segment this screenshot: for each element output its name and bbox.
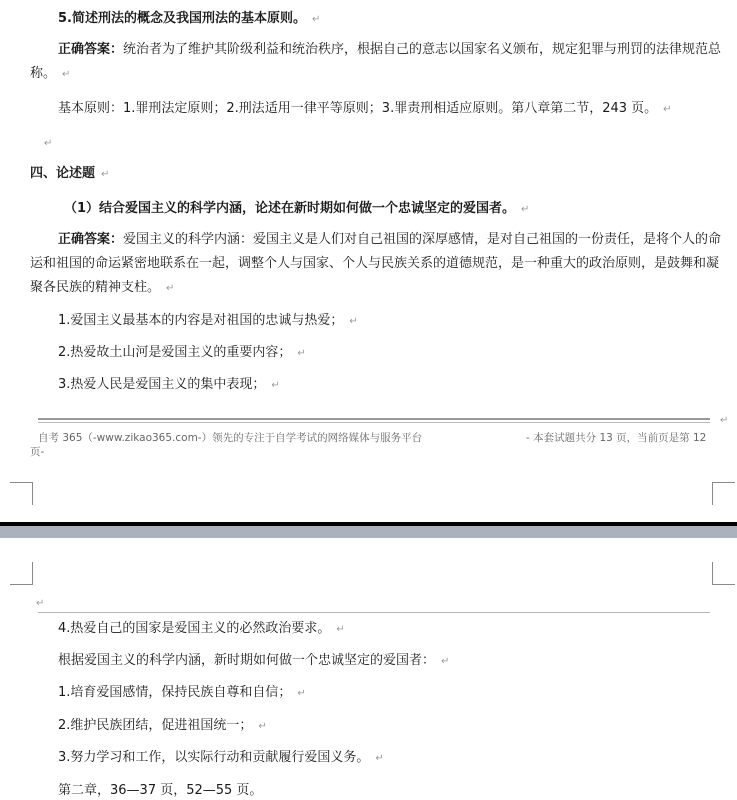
empty-paragraph: ↵ [44,138,53,149]
answer-item-3: 3.热爱人民是爱国主义的集中表现； ↵ [58,377,280,392]
answer-item-1: 1.爱国主义最基本的内容是对祖国的忠诚与热爱； ↵ [58,313,358,328]
footer-rule-thin [38,422,710,423]
essay-question-1-title: （1）结合爱国主义的科学内涵，论述在新时期如何做一个忠诚坚定的爱国者。 ↵ [64,201,530,216]
page-corner-mark [10,562,33,585]
page-corner-mark [712,482,735,505]
header-rule [38,612,710,613]
footer-rule-mark: ↵ [720,415,729,426]
section-heading-essay: 四、论述题 ↵ [30,166,110,181]
header-mark: ↵ [36,598,45,609]
answer-item-4: 4.热爱自己的国家是爱国主义的必然政治要求。 ↵ [58,621,345,636]
page-gap [0,526,737,538]
question-5-title: 5.简述刑法的概念及我国刑法的基本原则。 ↵ [58,11,321,26]
footer-rule [38,418,710,420]
answer-point-1: 1.培育爱国感情，保持民族自尊和自信； ↵ [58,685,306,700]
answer-point-3: 3.努力学习和工作，以实际行动和贡献履行爱国义务。 ↵ [58,750,384,765]
footer-wrap: 页- [30,446,45,458]
document-page-13 [0,538,737,800]
question-5-answer: 正确答案：统治者为了维护其阶级利益和统治秩序，根据自己的意志以国家名义颁布，规定犯罪与刑罚的法律规范总称。 ↵ [30,42,722,81]
answer-intro: 根据爱国主义的科学内涵，新时期如何做一个忠诚坚定的爱国者： ↵ [58,653,450,668]
essay-question-1-answer: 正确答案：爱国主义的科学内涵：爱国主义是人们对自己祖国的深厚感情，是对自己祖国的一份责任，是将个人的命运和祖国的命运紧密地联系在一起，调整个人与国家、个人与民族关系的道德规范，是一种重大的政治原则，是鼓舞和凝聚各民族的精神支柱。 ↵ [30,232,722,295]
footer-right: - 本套试题共分 13 页，当前页是第 12 [526,432,707,444]
footer-left: 自考 365（-www.zikao365.com-）领先的专注于自学考试的网络媒体与服务平台 [38,432,423,444]
answer-reference: 第二章，36—37 页，52—55 页。 [58,783,263,798]
page-corner-mark [10,482,33,505]
question-5-basic-principles: 基本原则：1.罪刑法定原则；2.刑法适用一律平等原则；3.罪责刑相适应原则。第八章第二节，243 页。 ↵ [58,101,672,116]
page-corner-mark [712,562,735,585]
answer-point-2: 2.维护民族团结，促进祖国统一； ↵ [58,718,267,733]
answer-item-2: 2.热爱故土山河是爱国主义的重要内容； ↵ [58,345,306,360]
